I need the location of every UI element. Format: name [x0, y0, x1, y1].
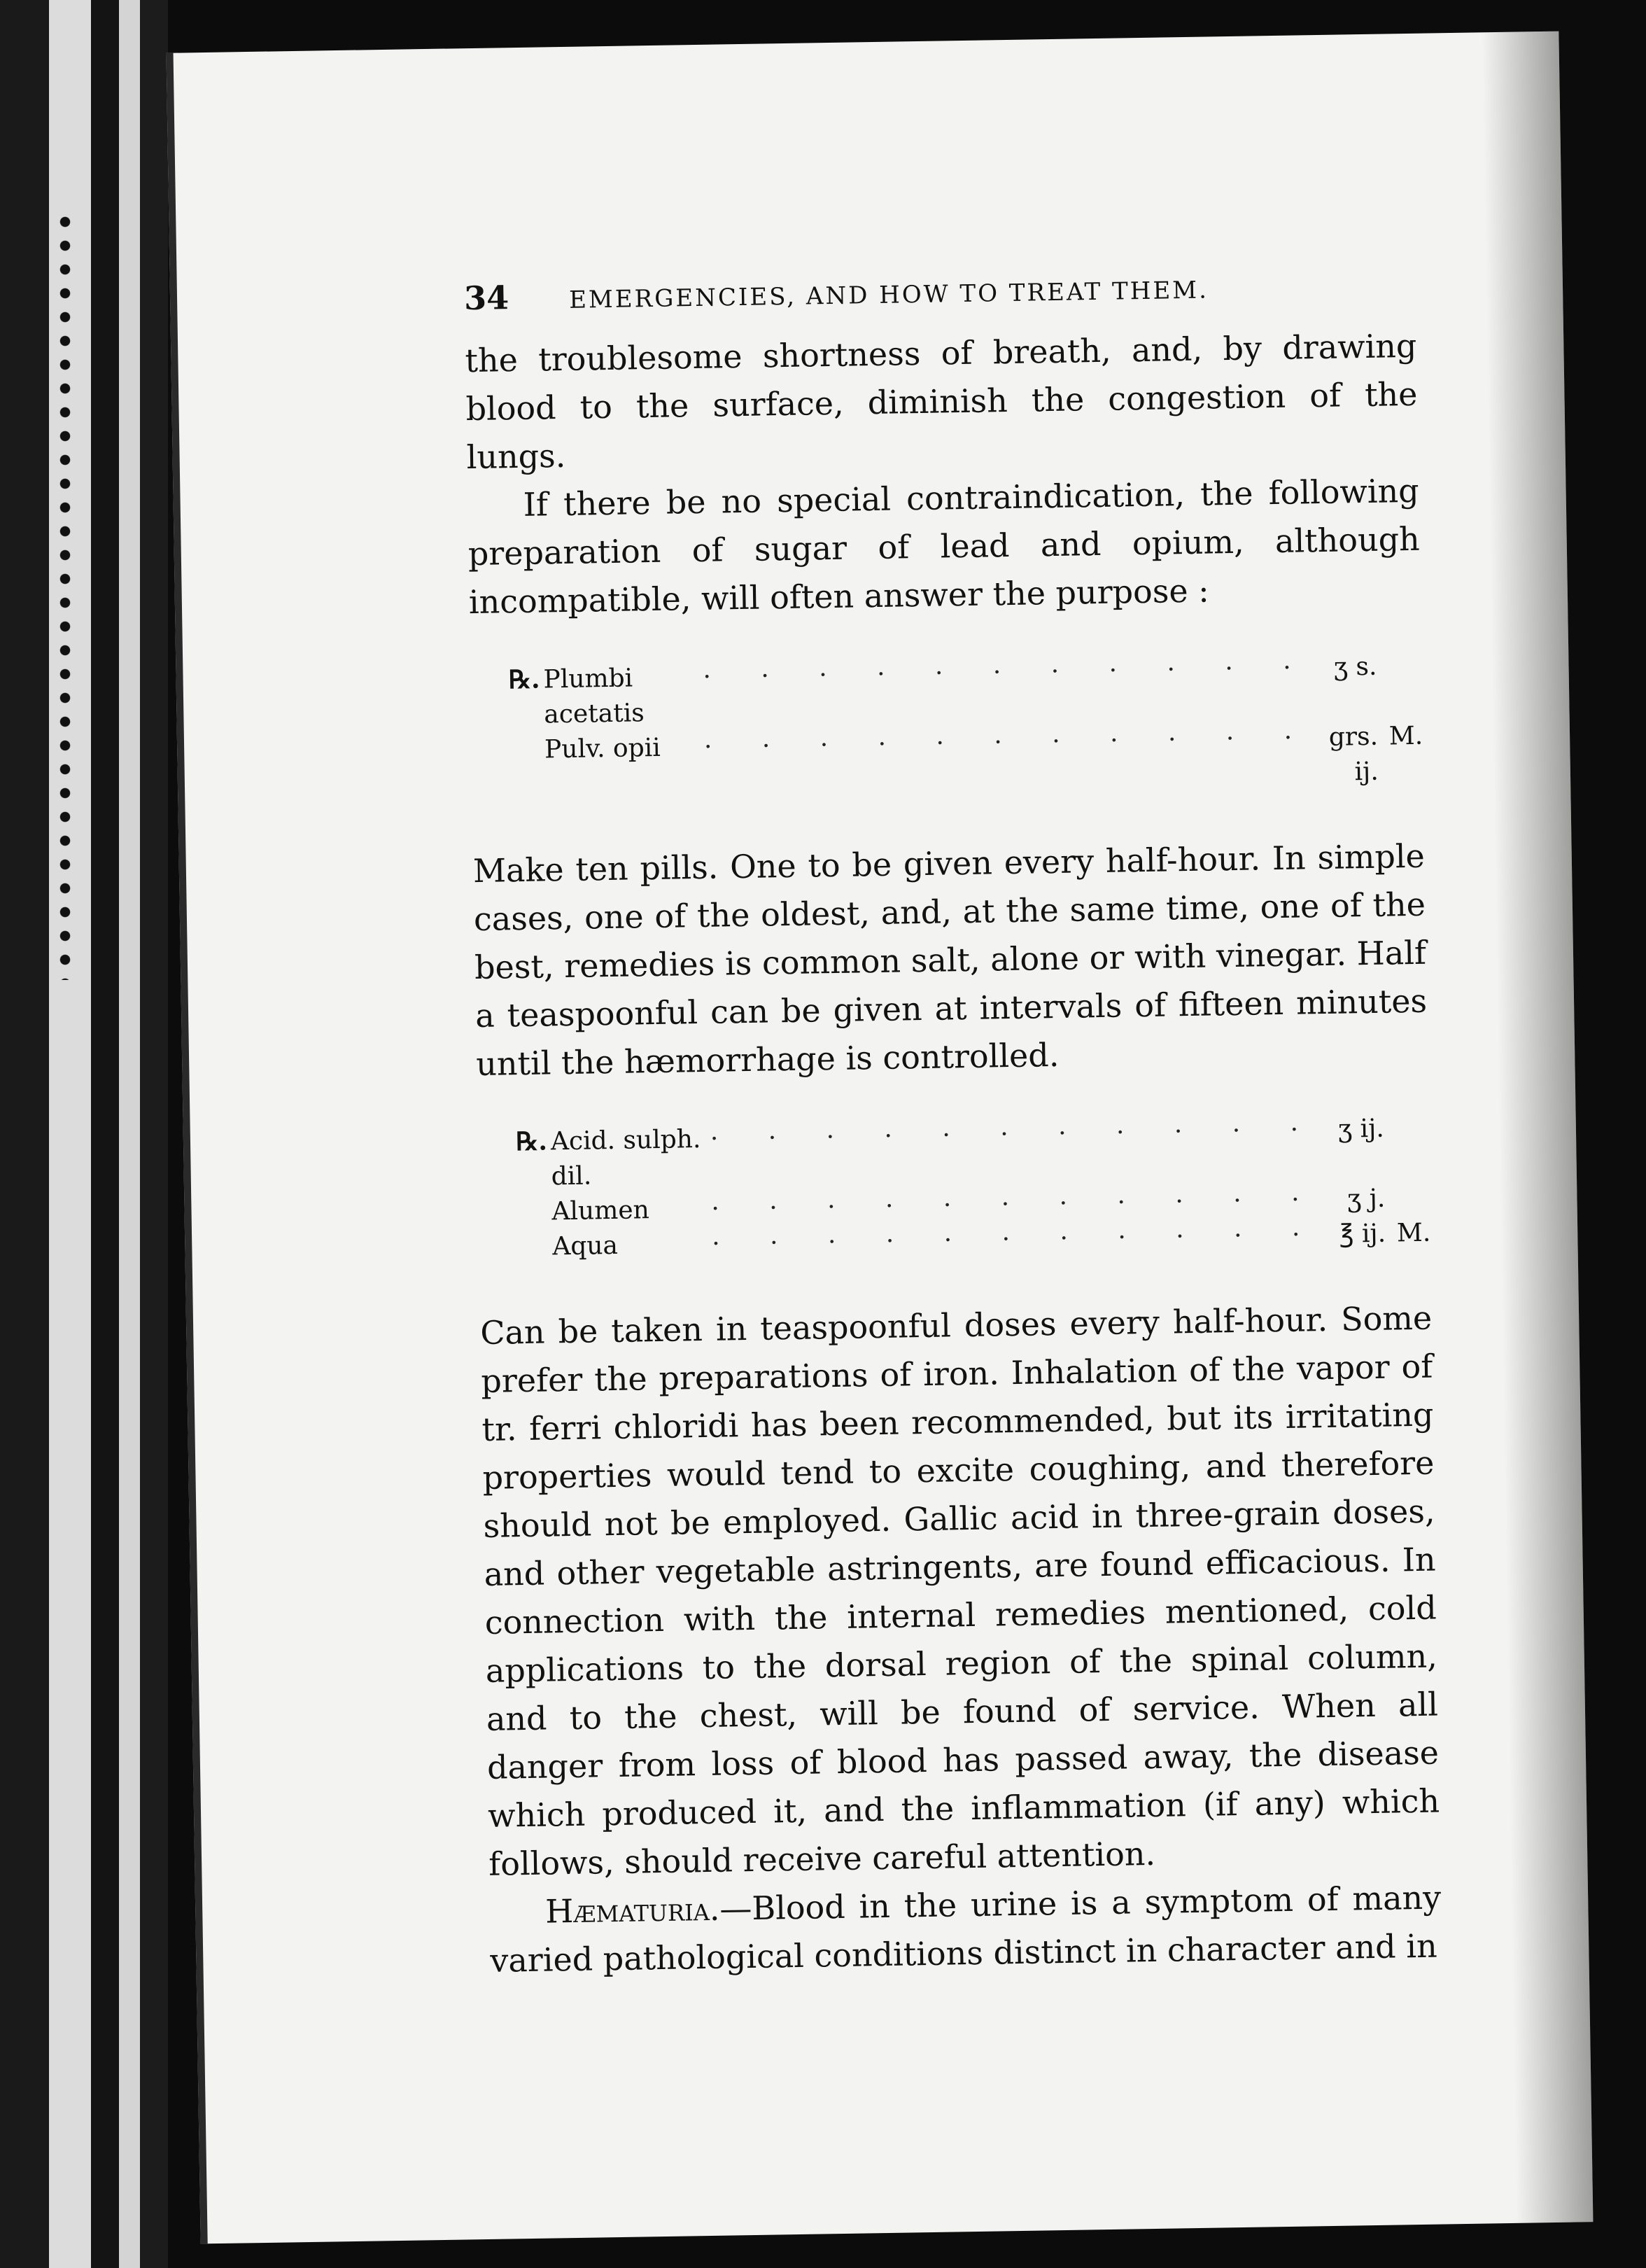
prescription-lead-opium	[508, 648, 1423, 803]
dot-leader: · · · · · · · · · · ·	[710, 1115, 1320, 1154]
mix-mark	[1377, 674, 1422, 675]
ingredient-dose: grs. ij.	[1328, 722, 1379, 787]
paragraph-2: If there be no special contraindication, the following preparation of sugar of lead and opium, although incompatible, will often answer the purpose :	[467, 471, 1421, 622]
section-heading-haematuria: Hæmaturia.	[544, 1889, 720, 1931]
prescription-sulphuric-acid	[516, 1110, 1431, 1265]
recipe-symbol: ℞.	[508, 664, 540, 695]
paragraph-4: Can be taken in teaspoonful doses every half-hour. Some prefer the preparations of iron. Inhalation of the vapor of tr. ferri chloridi has been recommended, but its irritating properties would tend to excite coughing, and therefore should not be employed. Gallic acid in three-grain doses, and other vegetable astringents, are found efficacious. In connection with the internal remedies mentioned, cold applications to the dorsal region of the spinal column, and to the chest, will be found of service. When all danger from loss of blood has passed away, the disease which produced it, and the inflammation (if any) which follows, should receive careful attention.	[479, 1298, 1440, 1883]
ingredient-name: Alumen	[551, 1196, 650, 1226]
paragraph-5	[489, 1874, 1442, 1985]
page-stack-edge	[119, 0, 140, 2268]
mix-mark: M.	[1388, 721, 1423, 751]
paragraph-3: Make ten pills. One to be given every half-hour. In simple cases, one of the oldest, and, at the same time, one of the best, remedies is common salt, alone or with vinegar. Half a teaspoonful can be given at intervals of fifteen minutes until the hæmorrhage is controlled.	[472, 836, 1428, 1084]
ingredient-dose: ʒ j.	[1346, 1184, 1386, 1214]
dot-leader: · · · · · · · · · · ·	[703, 653, 1313, 692]
paragraph-5-text: —Blood in the urine is a symptom of many varied pathological conditions distinct in character and in	[489, 1878, 1442, 1980]
dot-leader: · · · · · · · · · · ·	[711, 1185, 1321, 1224]
ingredient-name: Plumbi acetatis	[543, 664, 645, 729]
ingredient-name: Pulv. opii	[544, 733, 661, 764]
ingredient-name: Acid. sulph. dil.	[550, 1125, 701, 1191]
recipe-symbol: ℞.	[515, 1126, 548, 1157]
dot-leader: · · · · · · · · · · ·	[703, 723, 1314, 762]
running-head: EMERGENCIES, AND HOW TO TREAT THEM.	[568, 276, 1209, 314]
mix-mark: M.	[1396, 1218, 1431, 1248]
page-stack-gap	[91, 0, 119, 2268]
paragraph-1: the troublesome shortness of breath, and, by drawing blood to the surface, diminish the congestion of the lungs.	[465, 326, 1418, 477]
page-number: 34	[463, 279, 509, 318]
page-stack-gap	[140, 0, 168, 2268]
ingredient-name: Aqua	[551, 1231, 619, 1261]
binding-holes	[59, 210, 71, 980]
book-page	[167, 31, 1594, 2244]
ingredient-dose: ʒ ij.	[1337, 1114, 1385, 1144]
mix-mark	[1385, 1206, 1430, 1207]
page-header	[464, 265, 1416, 317]
ingredient-dose: ℥ ij.	[1339, 1219, 1386, 1249]
page-content	[464, 265, 1442, 1985]
dot-leader: · · · · · · · · · · ·	[711, 1220, 1321, 1259]
scan-edge	[0, 0, 49, 2268]
ingredient-dose: ʒ s.	[1333, 652, 1377, 682]
mix-mark	[1384, 1136, 1429, 1137]
prescription-row	[509, 719, 1423, 803]
page-shadow	[1482, 31, 1593, 2223]
